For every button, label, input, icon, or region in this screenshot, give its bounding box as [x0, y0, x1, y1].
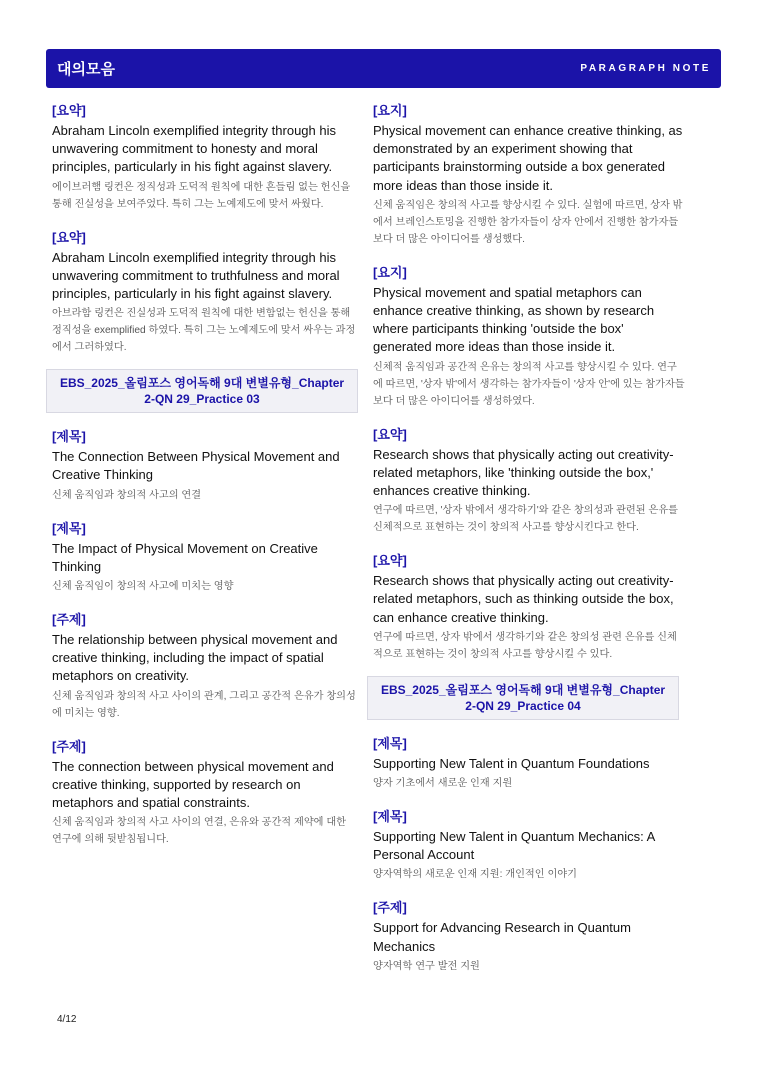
entry-english: Abraham Lincoln exemplified integrity through his unwavering commitment to truthfulness and moral principles, particularly in his fight against slavery. — [52, 249, 340, 302]
entry-korean: 신체적 움직임과 공간적 은유는 창의적 사고를 향상시킬 수 있다. 연구에 따르면, '상자 밖'에서 생각하는 참가자들이 '상자 안'에 있는 참가자들보다 더 많은 아이디어를 생성하였다. — [373, 361, 685, 407]
entry-english: Physical movement can enhance creative thinking, as demonstrated by an experiment showing that participants brainstorming outside a box generated more ideas than those inside it. — [373, 123, 683, 193]
note-entry — [52, 228, 356, 357]
entry-korean: 신체 움직임과 창의적 사고 사이의 연결, 은유와 공간적 제약에 대한 연구에 의해 뒷받침됩니다. — [52, 817, 347, 846]
note-entry — [373, 263, 685, 410]
entry-korean: 신체 움직임과 창의적 사고의 연결 — [52, 489, 202, 501]
right-column — [373, 101, 685, 990]
page-header — [46, 49, 721, 88]
entry-tag: [요지] — [373, 103, 407, 118]
chapter-heading: EBS_2025_올림포스 영어독해 9대 변별유형_Chapter 2-QN 29_Practice 03 — [46, 369, 358, 413]
entry-english: Supporting New Talent in Quantum Mechanics: A Personal Account — [373, 829, 655, 863]
note-entry — [373, 425, 685, 537]
chapter-heading: EBS_2025_올림포스 영어독해 9대 변별유형_Chapter 2-QN 29_Practice 04 — [367, 676, 679, 720]
note-entry — [373, 101, 685, 248]
entry-tag: [요지] — [373, 264, 407, 280]
header-title: 대의모음 — [57, 61, 115, 78]
note-entry — [373, 898, 685, 974]
entry-english: The connection between physical movement and creative thinking, supported by research on metaphors and spatial constraints. — [52, 758, 334, 811]
note-entry — [52, 519, 356, 595]
entry-tag: [요약] — [52, 103, 86, 118]
entry-korean: 아브라함 링컨은 진실성과 도덕적 원칙에 대한 변함없는 헌신을 통해 정직성을 exemplified 하였다. 특히 그는 노예제도에 맞서 싸우는 과정에서 그러하였다. — [52, 308, 356, 354]
entry-english: Physical movement and spatial metaphors can enhance creative thinking, as shown by research where participants thinking 'outside the box' generated more ideas than those inside it. — [373, 284, 655, 355]
entry-korean: 신체 움직임은 창의적 사고를 향상시킬 수 있다. 실험에 따르면, 상자 밖에서 브레인스토밍을 진행한 참가자들이 상자 안에서 진행한 참가자들보다 더 많은 아이디어를 생성했다. — [373, 199, 683, 245]
entry-tag: [주제] — [52, 612, 86, 628]
entry-english: Research shows that physically acting out creativity-related metaphors, like 'thinking outside the box,' enhances creative thinking. — [373, 446, 674, 499]
entry-tag: [주제] — [373, 900, 407, 916]
entry-tag: [요약] — [52, 229, 86, 245]
entry-english: The Connection Between Physical Movement and Creative Thinking — [52, 449, 340, 483]
entry-english: The relationship between physical movement and creative thinking, including the impact of spatial metaphors on creativity. — [52, 632, 338, 684]
entry-korean: 신체 움직임과 창의적 사고 사이의 관계, 그리고 공간적 은유가 창의성에 미치는 영향. — [52, 690, 356, 719]
note-entry — [373, 551, 685, 663]
entry-english: The Impact of Physical Movement on Creative Thinking — [52, 540, 318, 574]
note-entry — [52, 610, 356, 722]
entry-english: Abraham Lincoln exemplified integrity through his unwavering commitment to honesty and moral principles, particularly in his fight against slavery. — [52, 123, 336, 175]
entry-tag: [제목] — [373, 809, 407, 825]
entry-tag: [제목] — [373, 735, 407, 751]
entry-korean: 연구에 따르면, 상자 밖에서 생각하기와 같은 창의성 관련 은유를 신체적으로 표현하는 것이 창의적 사고를 향상시킬 수 있다. — [373, 631, 677, 660]
entry-tag: [주제] — [52, 738, 86, 754]
entry-tag: [제목] — [52, 520, 86, 536]
note-entry — [373, 734, 685, 792]
entry-korean: 양자 기초에서 새로운 인재 지원 — [373, 778, 513, 790]
entry-korean: 양자역학의 새로운 인재 지원: 개인적인 이야기 — [373, 869, 577, 881]
note-entry — [52, 737, 356, 849]
entry-tag: [제목] — [52, 429, 86, 445]
entry-korean: 에이브러햄 링컨은 정직성과 도덕적 원칙에 대한 흔들림 없는 헌신을 통해 진실성을 보여주었다. 특히 그는 노예제도에 맞서 싸웠다. — [52, 181, 351, 210]
entry-tag: [요약] — [373, 426, 407, 442]
entry-korean: 연구에 따르면, '상자 밖에서 생각하기'와 같은 창의성과 관련된 은유를 신체적으로 표현하는 것이 창의적 사고를 향상시킨다고 한다. — [373, 505, 678, 534]
left-column — [52, 101, 356, 863]
entry-english: Research shows that physically acting out creativity-related metaphors, such as thinking outside the box, can enhance creative thinking. — [373, 573, 674, 625]
note-entry — [52, 427, 356, 503]
entry-korean: 신체 움직임이 창의적 사고에 미치는 영향 — [52, 581, 234, 593]
note-entry — [52, 101, 356, 213]
entry-english: Supporting New Talent in Quantum Foundations — [373, 755, 650, 771]
page-number: 4/12 — [57, 1014, 77, 1025]
entry-english: Support for Advancing Research in Quantum Mechanics — [373, 920, 631, 954]
entry-korean: 양자역학 연구 발전 지원 — [373, 960, 480, 972]
entry-tag: [요약] — [373, 553, 407, 569]
header-tag: PARAGRAPH NOTE — [580, 63, 711, 74]
note-entry — [373, 807, 685, 883]
